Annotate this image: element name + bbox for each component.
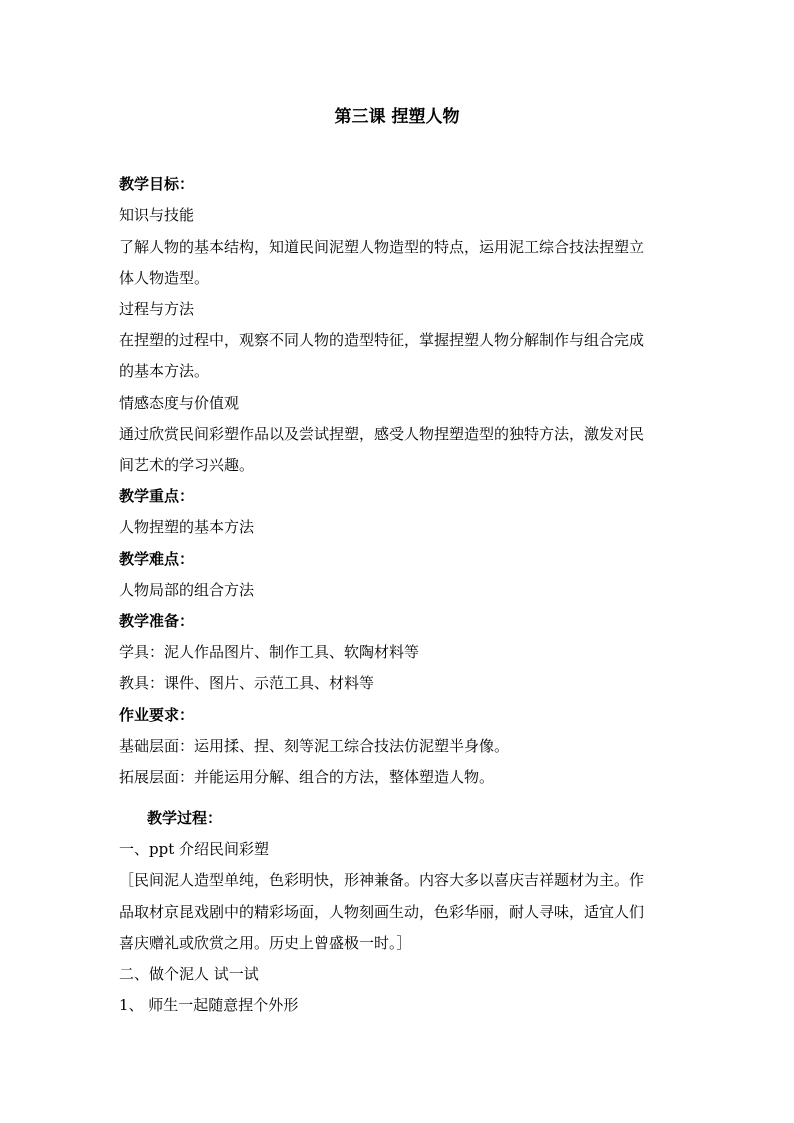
paragraph-folk-art-line-2: 品取材京昆戏剧中的精彩场面，人物刻画生动，色彩华丽，耐人寻味，适宜人们: [119, 903, 645, 921]
heading-teaching-process: 教学过程：: [147, 809, 223, 827]
paragraph-key-points: 人物捏塑的基本方法: [119, 518, 255, 536]
paragraph-emotion-line-2: 间艺术的学习兴趣。: [119, 456, 255, 474]
paragraph-folk-art-line-1: ［民间泥人造型单纯，色彩明快，形神兼备。内容大多以喜庆吉祥题材为主。作: [119, 871, 645, 889]
paragraph-teacher-materials: 教具：课件、图片、示范工具、材料等: [119, 674, 375, 692]
paragraph-difficulties: 人物局部的组合方法: [119, 581, 255, 599]
paragraph-process-line-2: 的基本方法。: [119, 362, 210, 380]
lesson-title: 第三课 捏塑人物: [334, 107, 460, 127]
heading-key-points: 教学重点：: [119, 487, 195, 505]
heading-preparation: 教学准备：: [119, 612, 195, 630]
paragraph-knowledge-line-1: 了解人物的基本结构，知道民间泥塑人物造型的特点，运用泥工综合技法捏塑立: [119, 238, 645, 256]
paragraph-knowledge-line-2: 体人物造型。: [119, 269, 210, 287]
subheading-emotion-values: 情感态度与价值观: [119, 394, 240, 412]
subheading-knowledge-skills: 知识与技能: [119, 206, 195, 224]
paragraph-student-materials: 学具：泥人作品图片、制作工具、软陶材料等: [119, 643, 420, 661]
section-two-heading: 二、做个泥人 试一试: [119, 965, 259, 983]
heading-difficulties: 教学难点：: [119, 550, 195, 568]
heading-homework: 作业要求：: [119, 706, 195, 724]
paragraph-folk-art-line-3: 喜庆赠礼或欣赏之用。历史上曾盛极一时。］: [119, 934, 412, 952]
paragraph-homework-extended: 拓展层面：并能运用分解、组合的方法，整体塑造人物。: [119, 768, 495, 786]
step-one: 1、 师生一起随意捏个外形: [119, 996, 299, 1014]
subheading-process-method: 过程与方法: [119, 300, 195, 318]
section-one-heading: 一、ppt 介绍民间彩塑: [119, 840, 270, 858]
paragraph-process-line-1: 在捏塑的过程中，观察不同人物的造型特征，掌握捏塑人物分解制作与组合完成: [119, 331, 645, 349]
paragraph-homework-basic: 基础层面：运用揉、捏、刻等泥工综合技法仿泥塑半身像。: [119, 737, 510, 755]
paragraph-emotion-line-1: 通过欣赏民间彩塑作品以及尝试捏塑，感受人物捏塑造型的独特方法，激发对民: [119, 425, 645, 443]
heading-teaching-goals: 教学目标：: [119, 175, 195, 193]
